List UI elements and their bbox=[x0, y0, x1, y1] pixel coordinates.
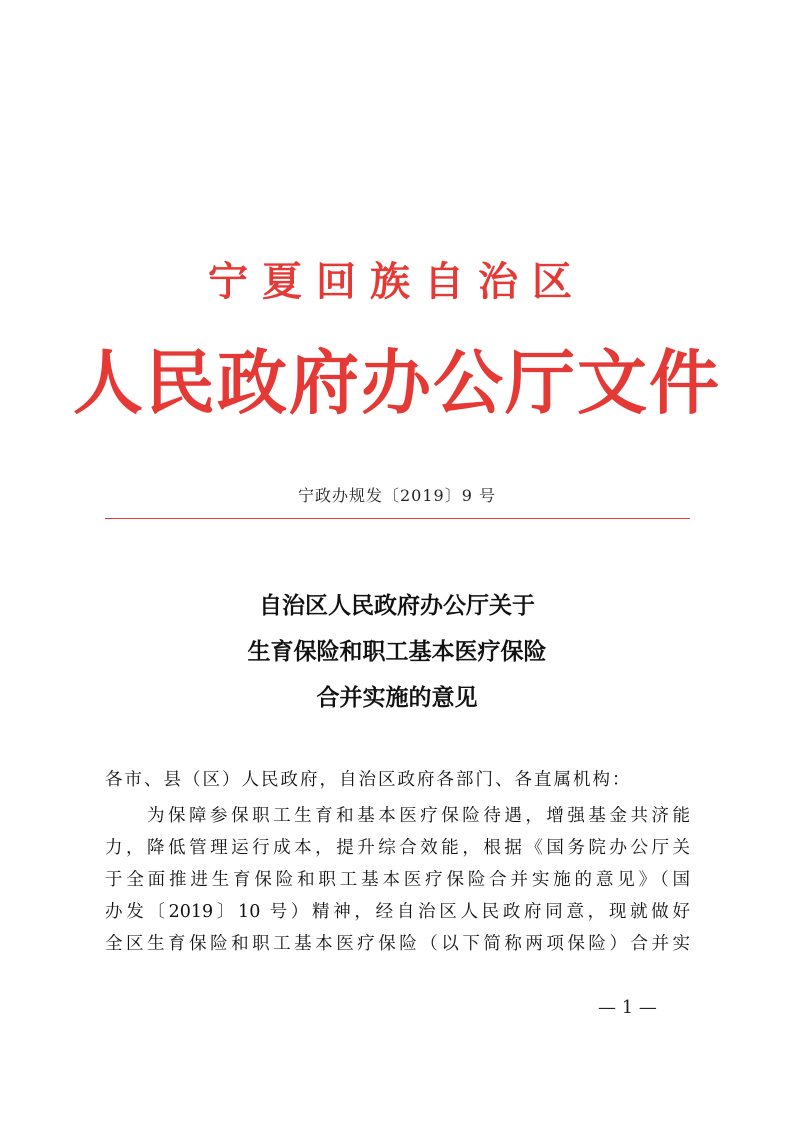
document-number: 宁政办规发〔2019〕9 号 bbox=[298, 486, 496, 505]
title-line-3: 合并实施的意见 bbox=[316, 685, 478, 711]
issuer-header-line2: 人民政府办公厅文件 bbox=[73, 342, 721, 424]
body-line-4: 办发〔2019〕10 号）精神，经自治区人民政府同意，现就做好 bbox=[105, 902, 690, 922]
red-separator-rule bbox=[105, 518, 690, 519]
salutation: 各市、县（区）人民政府，自治区政府各部门、各直属机构： bbox=[105, 770, 632, 790]
body-line-1: 为保障参保职工生育和基本医疗保险待遇，增强基金共济能 bbox=[147, 806, 690, 826]
body-paragraph bbox=[105, 800, 690, 960]
page-number: — 1 — bbox=[598, 997, 657, 1018]
issuer-header-line1: 宁夏回族自治区 bbox=[208, 259, 586, 305]
body-line-3: 于全面推进生育保险和职工基本医疗保险合并实施的意见》（国 bbox=[105, 870, 690, 890]
document-title bbox=[0, 583, 794, 721]
body-line-2: 力，降低管理运行成本，提升综合效能，根据《国务院办公厅关 bbox=[105, 838, 690, 858]
title-line-1: 自治区人民政府办公厅关于 bbox=[259, 593, 535, 619]
title-line-2: 生育保险和职工基本医疗保险 bbox=[247, 639, 547, 665]
body-line-5: 全区生育保险和职工基本医疗保险（以下简称两项保险）合并实 bbox=[105, 934, 690, 954]
